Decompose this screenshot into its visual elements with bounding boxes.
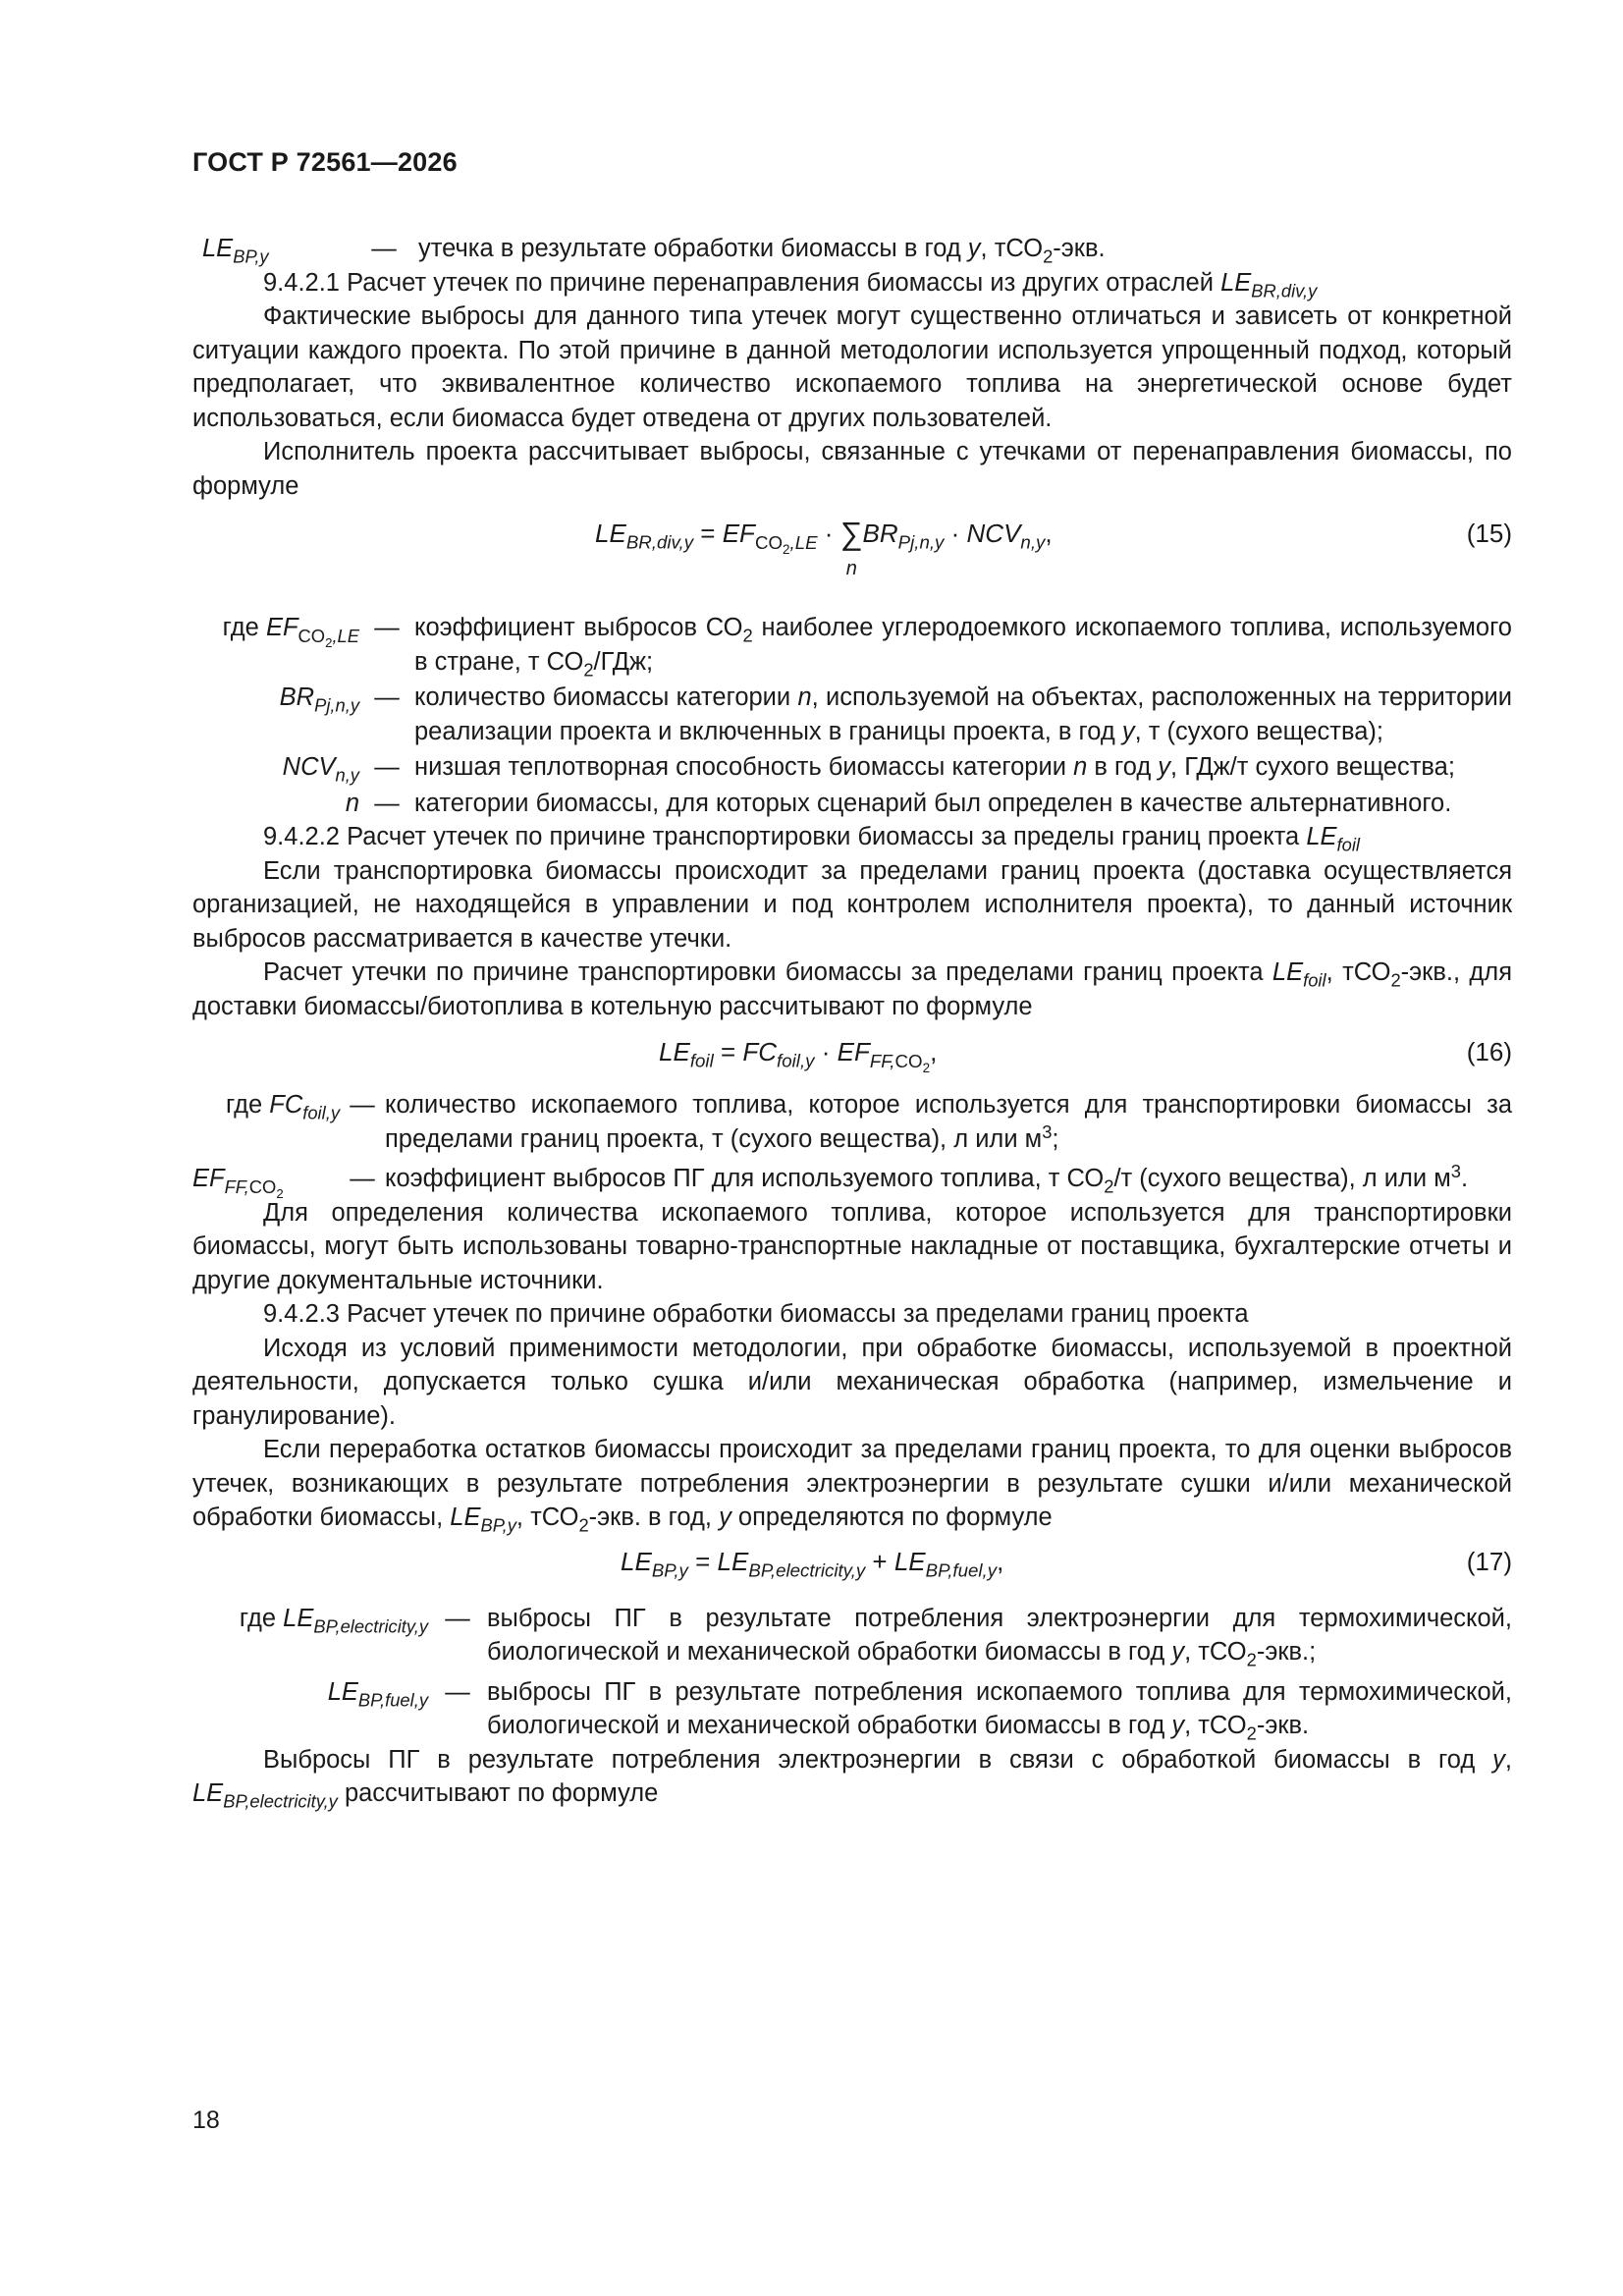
definitions-formula-15 [192,611,1512,820]
page-header: ГОСТ Р 72561—2026 [192,147,458,177]
paragraph: Исполнитель проекта рассчитывает выбросы, связанные с утечками от перенаправления биомассы, по формуле [192,438,1512,500]
sum-sign: ∑ n [839,516,863,579]
definition-term: $BR_{Pj,n,y}$ [279,683,359,716]
definition-le-bp-fuel-y [192,1675,1512,1743]
paragraph: Если переработка остатков биомассы происходит за пределами границ проекта, то для оценки выбросов утечек, возникающих в результате потребления электроэнергии в результате сушки и/или механической обработки биомассы, $LE_{BP,y}$, тСО$_2$-экв. в год, y определяются по формуле [192,1436,1512,1536]
definition-le-bp-y [202,232,1512,266]
definition-description: количество биомассы категории n, используемой на объектах, расположенных на территории реализации проекта и включенных в границы проекта, в год y, т (сухого вещества); [414,683,1512,745]
formula-number: (16) [1466,1037,1512,1066]
definition-term: где $LE_{BP,electricity,y}$ [239,1604,428,1637]
definition-description: выбросы ПГ в результате потребления ископаемого топлива для термохимической, биологической и механической обработки биомассы в год y, тСО$_2$-экв. [487,1677,1512,1744]
definition-ncv-n-y [192,750,1512,785]
definition-term: где $FC_{foil,y}$ [225,1091,340,1123]
definition-description: выбросы ПГ в результате потребления электроэнергии для термохимической, биологической и механической обработки биомассы в год y, тСО$_2$-экв.; [487,1604,1512,1670]
definition-dash: — [350,1091,375,1119]
definition-description: низшая теплотворная способность биомассы категории n в год y, ГДж/т сухого вещества; [414,753,1455,781]
definition-description: коэффициент выбросов $СО_2$ наиболее углеродоемкого ископаемого топлива, используемого в стране, т $СО_2$/ГДж; [414,614,1512,681]
formula-expression: $LE_{foil} = FC_{foil,y} \cdot EF_{FF,CO_2}$, [659,1037,938,1075]
formula-number: (15) [1466,519,1512,548]
definition-ef-ff-co2 [192,1160,1512,1201]
formula-expression: $LE_{BP,y} = LE_{BP,electricity,y} + LE_{BP,fuel,y}$, [621,1546,1004,1581]
page-number: 18 [192,2106,220,2134]
formula-15 [192,503,1512,601]
paragraph: Исходя из условий применимости методологии, при обработке биомассы, используемой в проектной деятельности, допускается только сушка и/или механическая обработка (например, измельчение и гранулирование). [192,1334,1512,1430]
definition-term: n [345,789,359,817]
definition-le-bp-electricity-y [192,1602,1512,1669]
definition-dash: — [445,1677,470,1706]
definition-term: $EF_{FF,CO_2}$ [192,1165,284,1201]
paragraph: Если транспортировка биомассы происходит за пределами границ проекта (доставка осуществляется организацией, не находящейся в управлении и под контролем исполнителя проекта), то данный источник выбросов рассматривается в качестве утечки. [192,856,1512,953]
definition-ef-co2-le [192,611,1512,679]
paragraph: Выбросы ПГ в результате потребления электроэнергии в связи с обработкой биомассы в год y, $LE_{BP,electricity,y}$ рассчитывают по формуле [192,1745,1512,1812]
definition-n [192,787,1512,821]
section-heading-9-4-2-2: 9.4.2.2 Расчет утечек по причине транспортировки биомассы за пределы границ проекта $LE_{foil}$ [263,823,1360,855]
definition-description: утечка в результате обработки биомассы в год y, тСО$_2$-экв. [418,235,1106,267]
definition-term: $NCV_{n,y}$ [282,753,359,786]
definition-br-pj-n-y [192,681,1512,748]
paragraph: Для определения количества ископаемого топлива, которое используется для транспортировки биомассы, могут быть использованы товарно-транспортные накладные от поставщика, бухгалтерские отчеты и другие документальные источники. [192,1198,1512,1294]
definition-description: коэффициент выбросов ПГ для используемого топлива, т $СО_2/т$ (сухого вещества), л или $м^3$. [385,1160,1469,1197]
definition-dash: — [374,789,400,817]
definition-dash: — [350,1165,375,1192]
paragraph: Расчет утечки по причине транспортировки биомассы за пределами границ проекта $LE_{foil}$, тСО$_2$-экв., для доставки биомассы/биотоплива в котельную рассчитывают по формуле [192,958,1512,1020]
definition-term: $LE_{BP,y}$ [202,235,269,267]
definition-dash: — [445,1604,470,1632]
definition-dash: — [374,614,400,641]
formula-16 [192,1023,1512,1084]
section-heading-9-4-2-3: 9.4.2.3 Расчет утечек по причине обработки биомассы за пределами границ проекта [263,1300,1249,1328]
definition-dash: — [374,753,400,781]
definition-term: $LE_{BP,fuel,y}$ [327,1677,428,1711]
formula-expression: $LE_{BR,div,y} = EF_{CO_2,LE}$ · ∑ n $BR_{Pj,n,y} \cdot NCV_{n,y}$, [595,516,1053,579]
definition-description: количество ископаемого топлива, которое используется для транспортировки биомассы за пределами границ проекта, т (сухого вещества), л или $м^3$; [385,1091,1512,1153]
formula-17 [192,1535,1512,1596]
formula-number: (17) [1466,1546,1512,1576]
definition-term: где $EF_{CO_2,LE}$ [222,614,359,650]
section-heading-9-4-2-1: 9.4.2.1 Расчет утечек по причине перенаправления биомассы из других отраслей $LE_{BR,div,y}$ [263,268,1318,301]
definitions-formula-17 [192,1602,1512,1743]
paragraph: Фактические выбросы для данного типа утечек могут существенно отличаться и зависеть от конкретной ситуации каждого проекта. По этой причине в данной методологии используется упрощенный подход, который предполагает, что эквивалентное количество ископаемого топлива на энергетической основе будет использоваться, если биомасса будет отведена от других пользователей. [192,302,1512,432]
page-content [192,232,1512,1811]
definition-dash: — [371,235,397,262]
definitions-formula-16 [192,1088,1512,1201]
definition-description: категории биомассы, для которых сценарий был определен в качестве альтернативного. [414,789,1452,817]
definition-fc-foil-y [192,1088,1512,1156]
definition-dash: — [374,683,400,711]
